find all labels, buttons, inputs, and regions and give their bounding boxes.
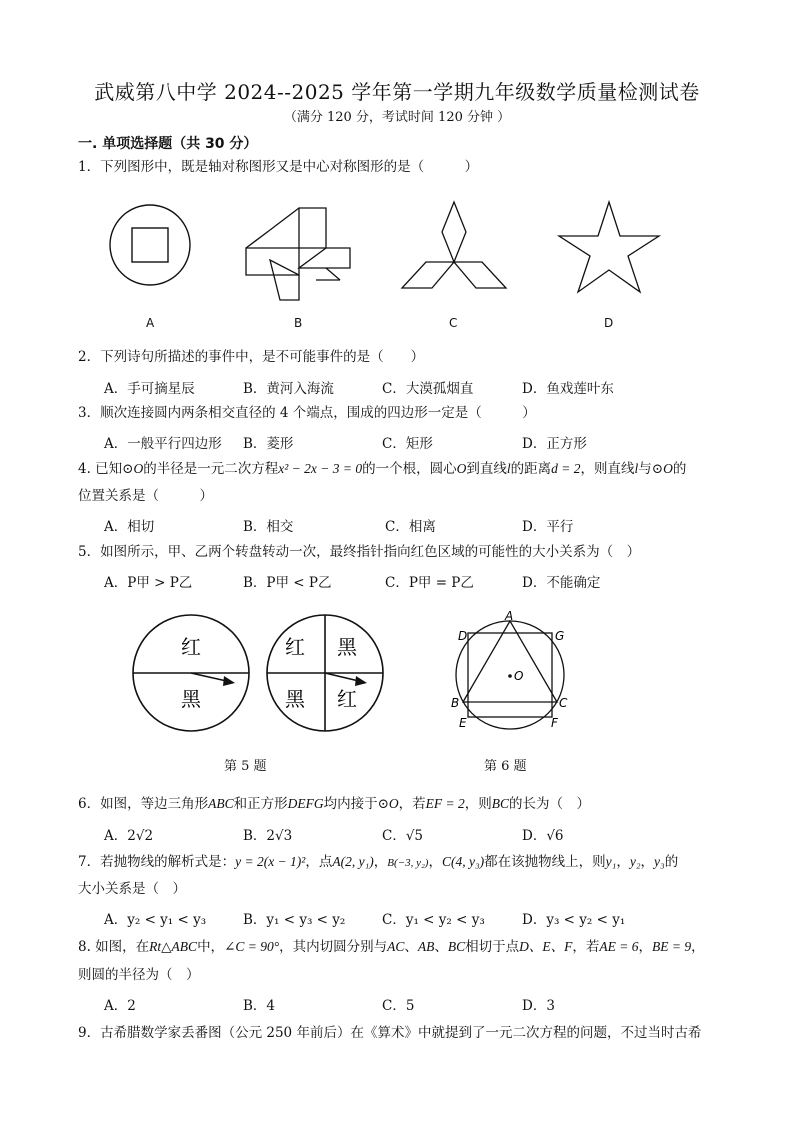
q4-option-a[interactable]: A．相切 — [104, 519, 155, 535]
question-8-line2: 则圆的半径为（ ） — [78, 967, 200, 983]
spinner-yi-black-label-1: 黑 — [337, 635, 357, 659]
q8-option-b[interactable]: B．4 — [243, 998, 276, 1014]
point-label-b: B — [451, 696, 460, 710]
question-6-stem: 6．如图，等边三角形ABC和正方形DEFG均内接于⊙O，若EF = 2，则BC的长为（ ） — [78, 796, 591, 812]
point-label-a: A — [505, 610, 514, 623]
question-2-stem: 2．下列诗句所描述的事件中，是不可能事件的是（ ） — [78, 349, 425, 365]
question-1-figures — [0, 190, 794, 310]
pointer-arrow-icon — [355, 676, 367, 686]
question-4-stem: 4. 已知⊙O的半径是一元二次方程x² − 2x − 3 = 0的一个根，圆心O到直线l的距离d = 2，则直线l与⊙O的 — [78, 461, 687, 477]
spinner-jia — [133, 615, 249, 731]
figure-6-inscribed — [445, 610, 580, 735]
q7-option-a[interactable]: A．y₂ < y₁ < y₃ — [104, 912, 207, 928]
question-3-stem: 3．顺次连接圆内两条相交直径的 4 个端点，围成的四边形一定是（ ） — [78, 405, 536, 421]
figure-label-c: C — [449, 316, 458, 330]
q4-option-d[interactable]: D．平行 — [522, 519, 574, 535]
figure-label-a: A — [146, 316, 155, 330]
point-label-f: F — [551, 716, 558, 730]
q8-option-a[interactable]: A．2 — [104, 998, 136, 1014]
q6-option-d[interactable]: D．√6 — [522, 828, 564, 844]
spinner-jia-black-label: 黑 — [181, 687, 201, 711]
figure-5-spinners — [125, 610, 395, 740]
q6-option-c[interactable]: C．√5 — [382, 828, 424, 844]
q2-option-a[interactable]: A．手可摘星辰 — [104, 381, 195, 397]
point-label-e: E — [459, 716, 467, 730]
figure-label-b: B — [294, 316, 303, 330]
pointer-arrow-icon — [223, 676, 235, 686]
point-label-d: D — [458, 629, 468, 643]
q5-option-d[interactable]: D．不能确定 — [522, 575, 601, 591]
q2-option-c[interactable]: C．大漠孤烟直 — [382, 381, 474, 397]
figure-label-d: D — [604, 316, 614, 330]
figure-6-caption: 第 6 题 — [484, 759, 527, 774]
q6-option-b[interactable]: B．2√3 — [243, 828, 293, 844]
question-9-stem: 9．古希腊数学家丢番图（公元 250 年前后）在《算术》中就提到了一元二次方程的问题，不过当时古希 — [78, 1025, 702, 1041]
figure-b-pinwheel — [246, 208, 350, 300]
q4-equation: x² − 2x − 3 = 0 — [278, 461, 363, 476]
q8-option-d[interactable]: D．3 — [522, 998, 555, 1014]
q3-option-c[interactable]: C．矩形 — [382, 436, 433, 452]
point-label-c: C — [559, 696, 568, 710]
q2-option-d[interactable]: D．鱼戏莲叶东 — [522, 381, 614, 397]
q7-option-c[interactable]: C．y₁ < y₂ < y₃ — [382, 912, 485, 928]
question-7-stem: 7．若抛物线的解析式是：y = 2(x − 1)²，点A(2, y₁)，B(−3, y₂)，C(4, y₃)都在该抛物线上，则y₁，y₂，y₃的 — [78, 854, 679, 870]
q8-option-c[interactable]: C．5 — [382, 998, 415, 1014]
q4-option-b[interactable]: B．相交 — [243, 519, 294, 535]
point-label-o: O — [514, 669, 524, 683]
spinner-yi — [267, 615, 383, 731]
q7-option-b[interactable]: B．y₁ < y₃ < y₂ — [243, 912, 346, 928]
spinner-yi-red-label-1: 红 — [285, 635, 305, 659]
spinner-jia-red-label: 红 — [181, 635, 201, 659]
question-7-line2: 大小关系是（ ） — [78, 881, 186, 897]
question-4-line2: 位置关系是（ ） — [78, 488, 213, 504]
figure-c-three-rhombi — [402, 202, 506, 288]
q5-option-a[interactable]: A．P甲 > P乙 — [104, 575, 193, 591]
question-8-stem: 8. 如图，在Rt△ABC中，∠C = 90°，其内切圆分别与AC、AB、BC相切于点D、E、F，若AE = 6，BE = 9， — [78, 939, 705, 955]
q2-option-b[interactable]: B．黄河入海流 — [243, 381, 334, 397]
exam-title: 武威第八中学 2024--2025 学年第一学期九年级数学质量检测试卷 — [94, 80, 700, 104]
figure-5-caption: 第 5 题 — [224, 759, 267, 774]
spinner-yi-red-label-2: 红 — [337, 687, 357, 711]
q3-option-b[interactable]: B．菱形 — [243, 436, 294, 452]
q4-option-c[interactable]: C．相离 — [385, 519, 436, 535]
section-title: 一. 单项选择题（共 30 分） — [78, 136, 258, 152]
point-label-g: G — [555, 629, 565, 643]
q6-option-a[interactable]: A．2√2 — [104, 828, 154, 844]
exam-subtitle: （满分 120 分，考试时间 120 分钟 ） — [283, 110, 511, 125]
q5-option-c[interactable]: C．P甲 = P乙 — [385, 575, 474, 591]
question-5-stem: 5．如图所示，甲、乙两个转盘转动一次，最终指针指向红色区域的可能性的大小关系为（ ） — [78, 544, 641, 560]
figure-d-star — [559, 202, 659, 292]
figure-a-circle-square — [110, 205, 190, 285]
question-1-stem: 1．下列图形中，既是轴对称图形又是中心对称图形的是（ ） — [78, 159, 479, 175]
q7-option-d[interactable]: D．y₃ < y₂ < y₁ — [522, 912, 626, 928]
q5-option-b[interactable]: B．P甲 < P乙 — [243, 575, 332, 591]
q3-option-a[interactable]: A．一般平行四边形 — [104, 436, 222, 452]
spinner-yi-black-label-2: 黑 — [285, 687, 305, 711]
q3-option-d[interactable]: D．正方形 — [522, 436, 587, 452]
